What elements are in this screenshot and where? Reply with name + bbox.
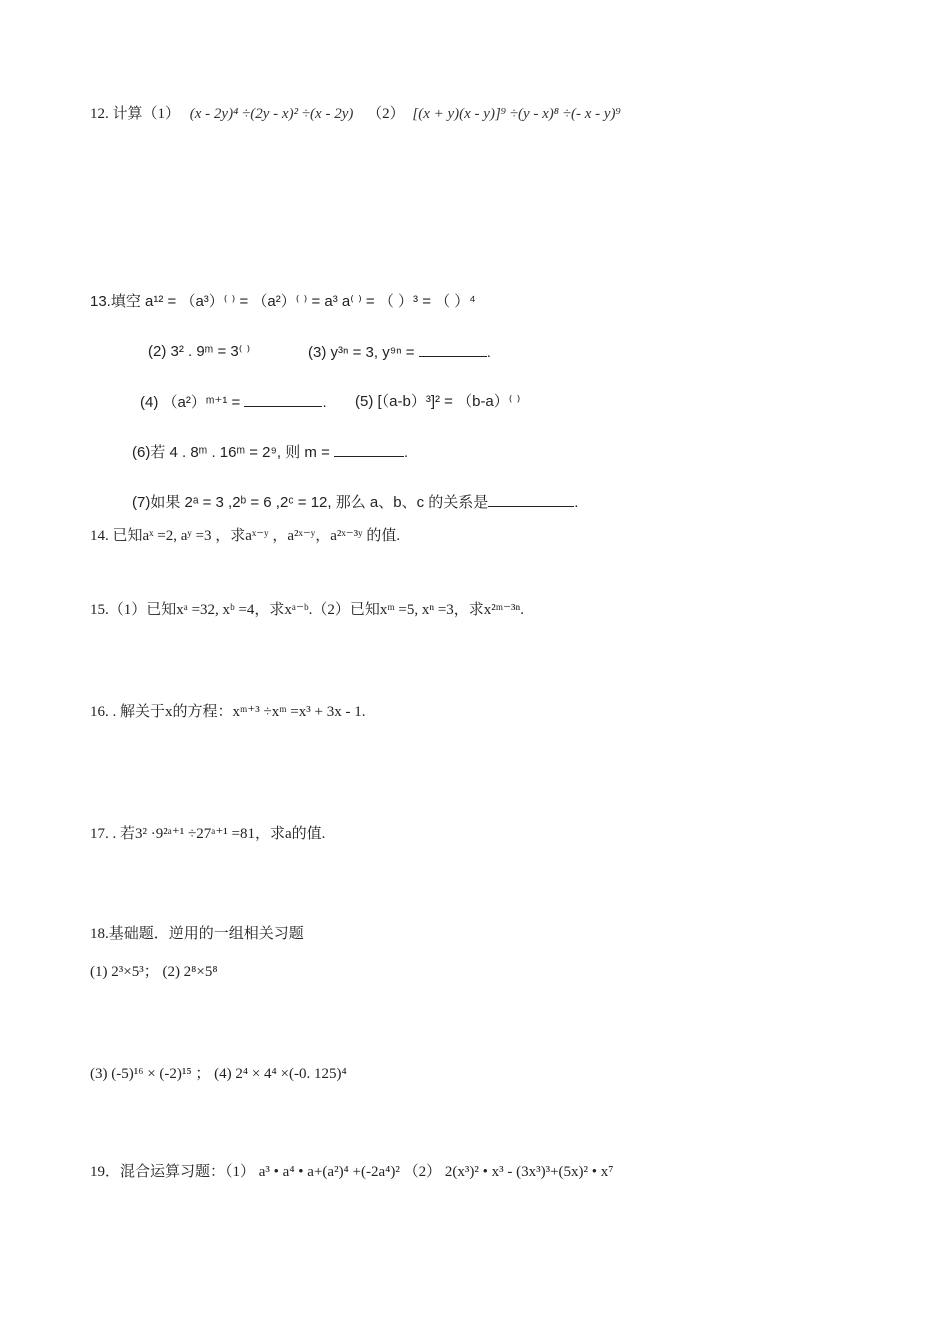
- problem-12-label: 12. 计算（1）: [90, 106, 181, 122]
- problem-13-part-3-label: (3) y³ⁿ = 3, y⁹ⁿ =: [308, 344, 419, 361]
- problem-12-expr-2: [(x + y)(x - y)]⁹ ÷(y - x)⁸ ÷(- x - y)⁹: [412, 106, 621, 122]
- problem-13-part-2: (2) 3² . 9ᵐ = 3⁽ ⁾: [148, 343, 251, 360]
- problem-15: 15.（1）已知xᵃ =32, xᵇ =4，求xᵃ⁻ᵇ.（2）已知xᵐ =5, xⁿ =3，求x²ᵐ⁻³ⁿ.: [90, 602, 525, 618]
- problem-13-part-3-end: .: [486, 344, 491, 361]
- answer-blank[interactable]: [419, 342, 487, 357]
- problem-12: [90, 104, 621, 124]
- problem-13-part-6-label: (6)若 4 . 8ᵐ . 16ᵐ = 2⁹, 则 m =: [132, 444, 335, 461]
- problem-13-part-6: [132, 442, 408, 463]
- problem-13-part-7: [132, 492, 578, 513]
- problem-18-line-2: (3) (-5)¹⁶ × (-2)¹⁵ ； (4) 2⁴ × 4⁴ ×(-0. 125)⁴: [90, 1066, 347, 1082]
- problem-12-label-2: （2）: [367, 106, 405, 122]
- problem-13-part-3: [308, 342, 491, 363]
- problem-17: 17. . 若3² ·9²ᵃ⁺¹ ÷27ᵃ⁺¹ =81，求a的值.: [90, 826, 326, 842]
- problem-16: 16. . 解关于x的方程：xᵐ⁺³ ÷xᵐ =x³ + 3x - 1.: [90, 704, 366, 720]
- answer-blank[interactable]: [334, 442, 404, 457]
- problem-14: 14. 已知aˣ =2, aʸ =3 ，求aˣ⁻ʸ ，a²ˣ⁻ʸ，a²ˣ⁻³ʸ 的值.: [90, 528, 401, 544]
- problem-12-expr-1: (x - 2y)⁴ ÷(2y - x)² ÷(x - 2y): [189, 106, 354, 122]
- problem-13-part-4-end: .: [322, 394, 327, 411]
- problem-13-part-5: (5) [（a-b）³]² = （b-a）⁽ ⁾: [355, 393, 521, 410]
- problem-13-part-4-label: (4) （a²）ᵐ⁺¹ =: [140, 394, 245, 411]
- problem-18-title: 18.基础题．逆用的一组相关习题: [90, 926, 304, 942]
- problem-13-main: 13.填空 a¹² = （a³）⁽ ⁾ = （a²）⁽ ⁾ = a³ a⁽ ⁾ = （ ）³ = （ ）⁴: [90, 293, 476, 310]
- problem-19: 19．混合运算习题：（1） a³ • a⁴ • a+(a²)⁴ +(-2a⁴)² （2） 2(x³)² • x³ - (3x³)³+(5x)² • x⁷: [90, 1164, 614, 1180]
- problem-13-part-7-label: (7)如果 2ᵃ = 3 ,2ᵇ = 6 ,2ᶜ = 12, 那么 a、b、c 的关系是: [132, 494, 489, 511]
- problem-18-line-1: (1) 2³×5³； (2) 2⁸×5⁸: [90, 964, 218, 980]
- problem-13-part-6-end: .: [404, 444, 409, 461]
- answer-blank[interactable]: [244, 392, 322, 407]
- answer-blank[interactable]: [488, 492, 574, 507]
- problem-13-part-4: [140, 392, 327, 413]
- problem-13-part-7-end: .: [574, 494, 579, 511]
